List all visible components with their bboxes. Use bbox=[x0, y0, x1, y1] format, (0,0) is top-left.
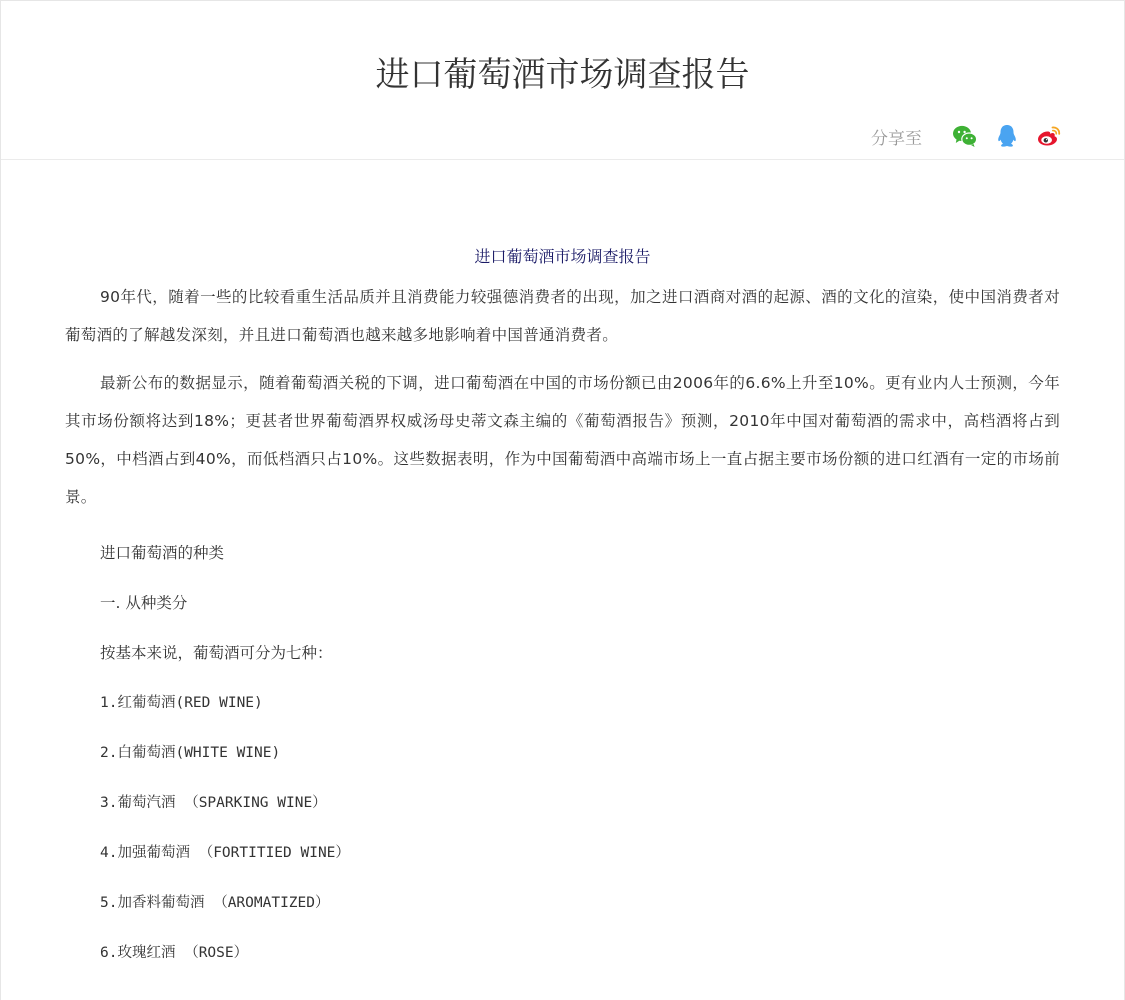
article-title: 进口葡萄酒市场调查报告 bbox=[474, 247, 651, 266]
qq-icon[interactable] bbox=[994, 123, 1020, 149]
list-item: 2.白葡萄酒(WHITE WINE) bbox=[100, 745, 281, 761]
paragraph-intro: 90年代，随着一些的比较看重生活品质并且消费能力较强德消费者的出现，加之进口酒商对酒的起源、酒的文化的渲染，使中国消费者对葡萄酒的了解越发深刻，并且进口葡萄酒也越来越多地影响着中国普通消费者。 bbox=[65, 288, 1060, 344]
paragraph-market-data: 最新公布的数据显示，随着葡萄酒关税的下调，进口葡萄酒在中国的市场份额已由2006年的6.6%上升至10%。更有业内人士预测，今年其市场份额将达到18%；更甚者世界葡萄酒界权威汤母史蒂文森主编的《葡萄酒报告》预测，2010年中国对葡萄酒的需求中，高档酒将占到50%，中档酒占到40%，而低档酒只占10%。这些数据表明，作为中国葡萄酒中高端市场上一直占据主要市场份额的进口红酒有一定的市场前景。 bbox=[65, 374, 1060, 506]
weibo-icon[interactable] bbox=[1036, 123, 1062, 149]
list-item: 3.葡萄汽酒 （SPARKING WINE） bbox=[100, 795, 327, 811]
share-bar bbox=[871, 121, 1062, 151]
list-item: 1.红葡萄酒(RED WINE) bbox=[100, 695, 263, 711]
intro-line: 按基本来说，葡萄酒可分为七种： bbox=[100, 644, 333, 662]
list-item: 5.加香料葡萄酒 （AROMATIZED） bbox=[100, 895, 330, 911]
page-header bbox=[1, 1, 1124, 160]
share-label: 分享至 bbox=[871, 128, 922, 149]
sub-heading: 一. 从种类分 bbox=[100, 594, 188, 612]
list-item: 4.加强葡萄酒 （FORTITIED WINE） bbox=[100, 845, 350, 861]
list-item: 6.玫瑰红酒 （ROSE） bbox=[100, 945, 249, 961]
wechat-icon[interactable] bbox=[952, 123, 978, 149]
section-heading: 进口葡萄酒的种类 bbox=[100, 544, 225, 562]
page-title: 进口葡萄酒市场调查报告 bbox=[375, 55, 750, 95]
article-body bbox=[1, 244, 1124, 966]
